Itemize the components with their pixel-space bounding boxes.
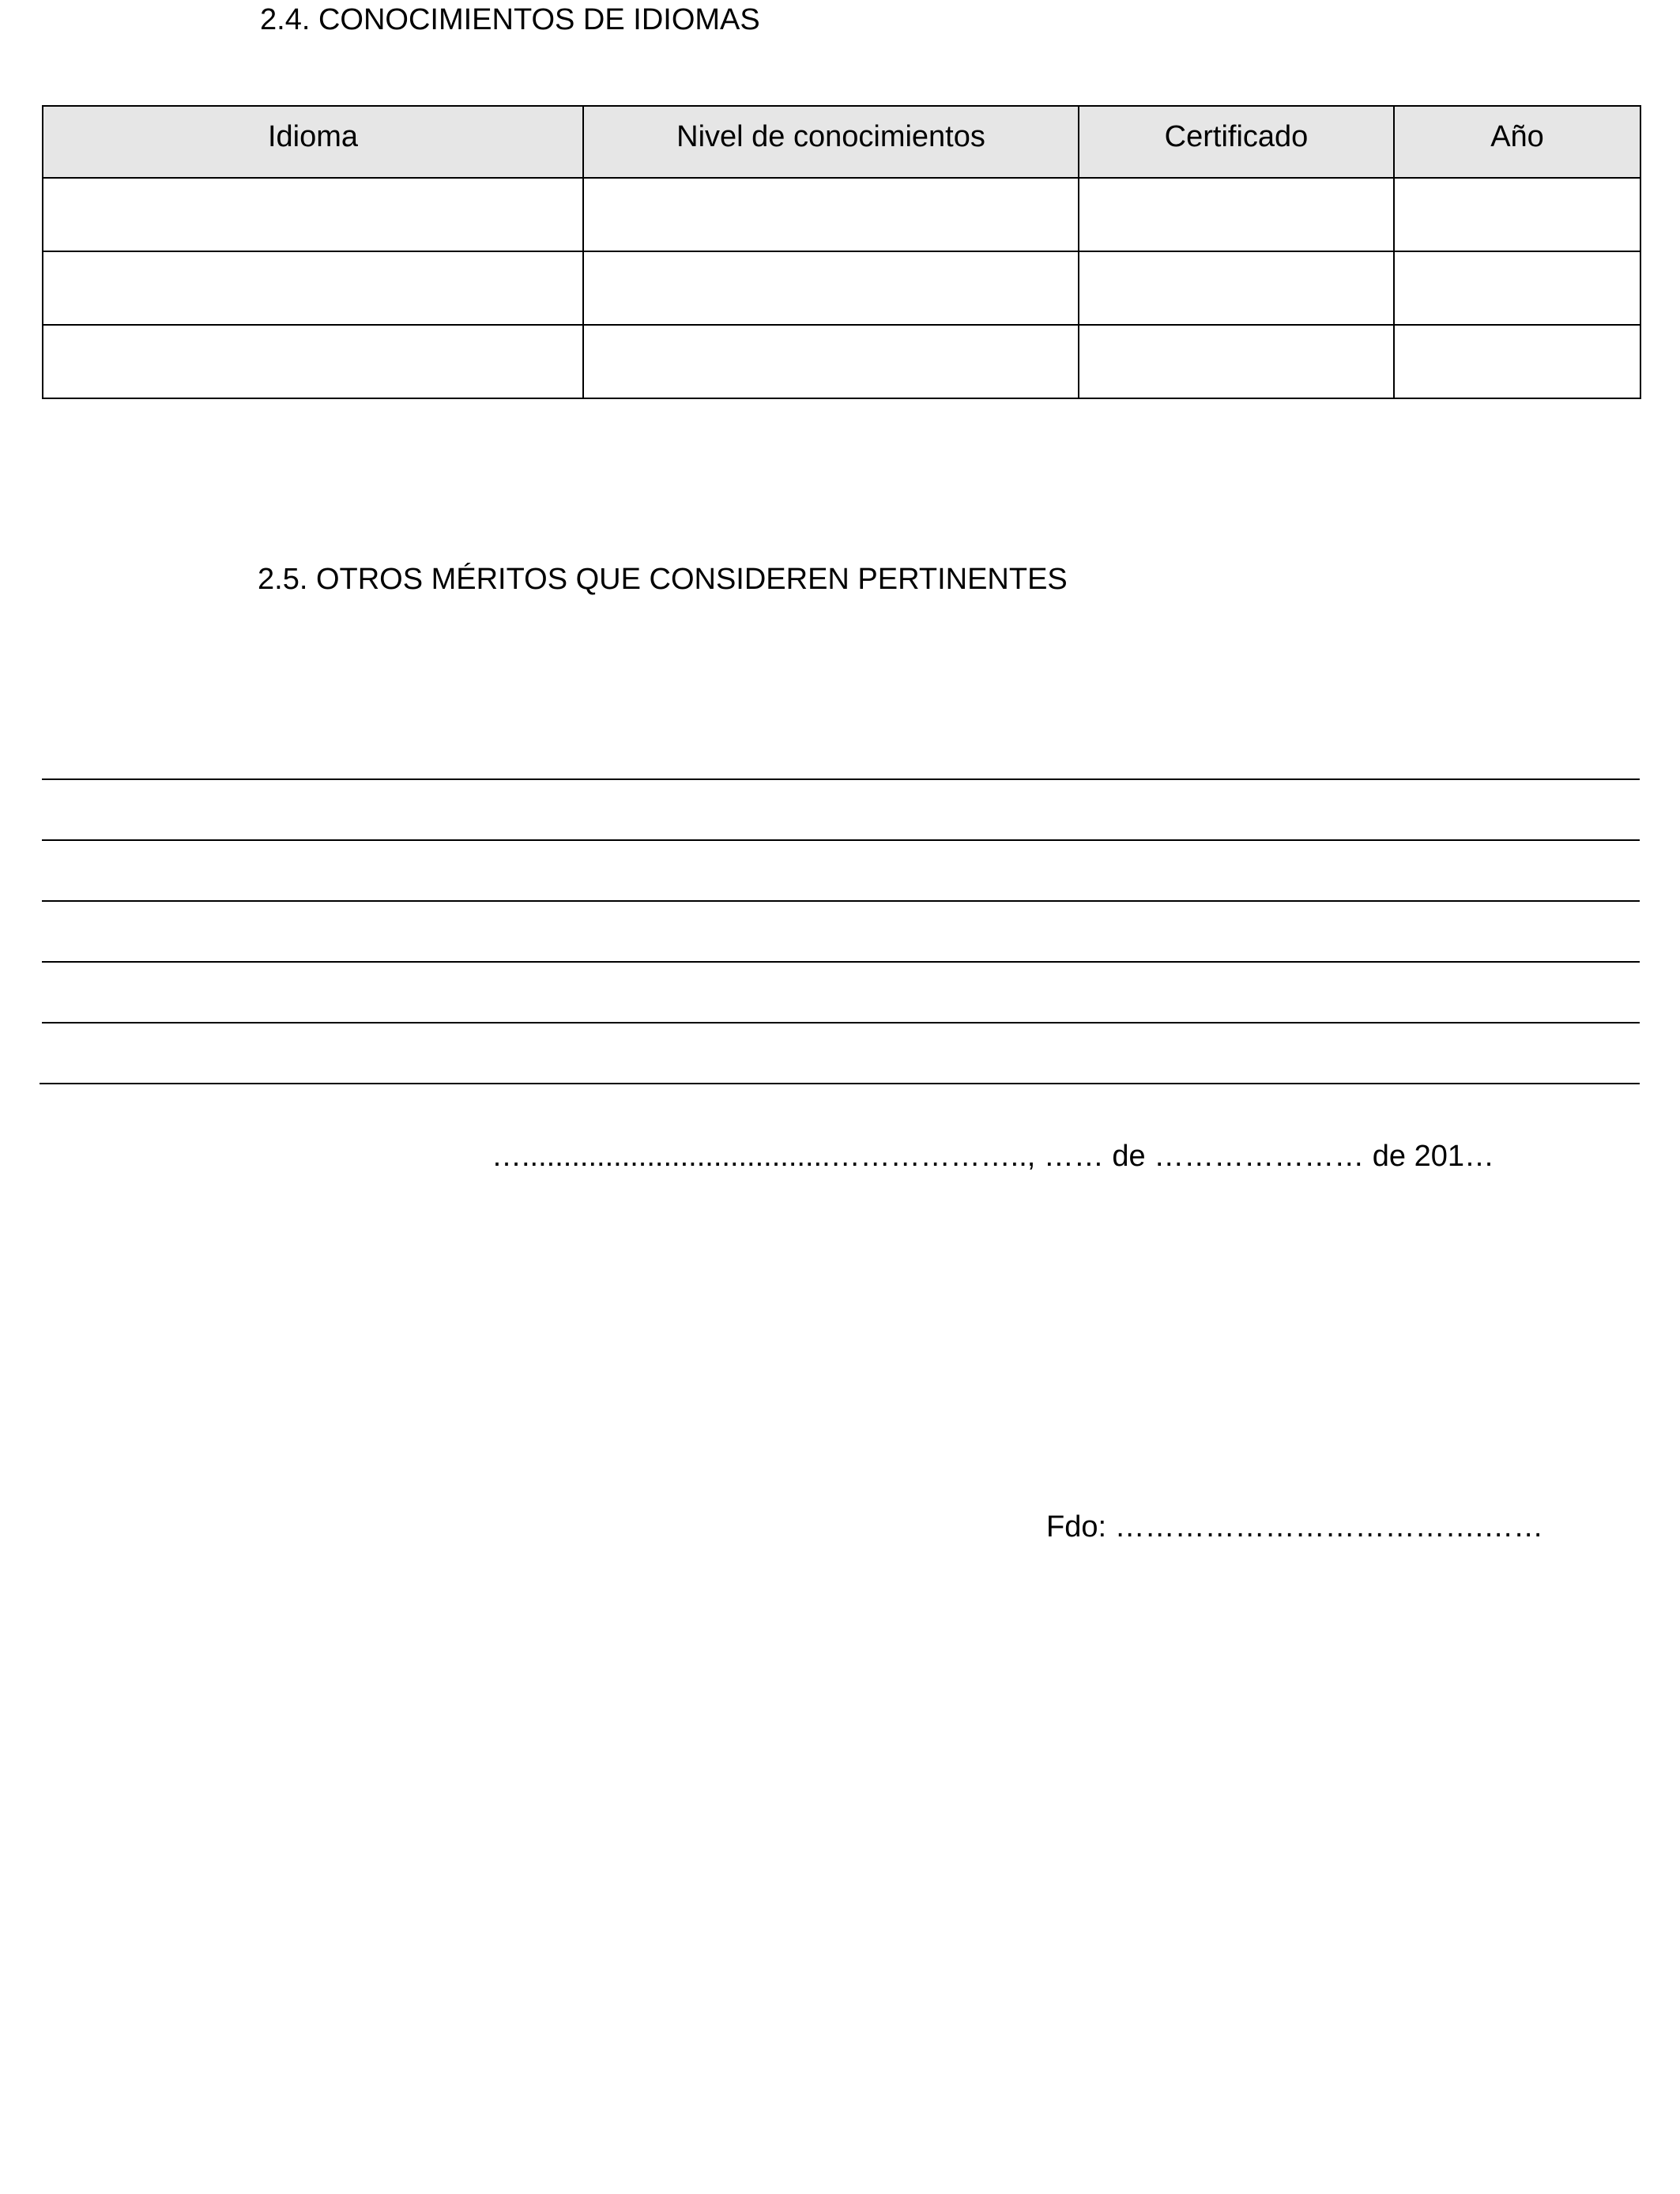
writing-line[interactable] <box>42 900 1640 902</box>
table-cell[interactable] <box>1079 251 1394 325</box>
languages-table <box>42 105 1641 399</box>
writing-line[interactable] <box>42 1022 1640 1023</box>
table-row <box>43 178 1640 251</box>
table-row <box>43 325 1640 398</box>
table-cell[interactable] <box>43 251 583 325</box>
column-header-level: Nivel de conocimientos <box>583 106 1079 178</box>
column-header-certificate: Certificado <box>1079 106 1394 178</box>
writing-line[interactable] <box>42 839 1640 841</box>
column-header-language: Idioma <box>43 106 583 178</box>
place-date-line: ….....................................……………….., …… de ………………… de 201… <box>492 1140 1495 1173</box>
table-cell[interactable] <box>583 251 1079 325</box>
table-cell[interactable] <box>43 178 583 251</box>
table-header-row <box>43 106 1640 178</box>
writing-line[interactable] <box>40 1083 1640 1084</box>
table-cell[interactable] <box>1079 178 1394 251</box>
writing-line[interactable] <box>42 961 1640 963</box>
table-cell[interactable] <box>1079 325 1394 398</box>
table-row <box>43 251 1640 325</box>
section-languages-title: 2.4. CONOCIMIENTOS DE IDIOMAS <box>260 3 760 36</box>
table-cell[interactable] <box>583 178 1079 251</box>
table-cell[interactable] <box>583 325 1079 398</box>
table-cell[interactable] <box>43 325 583 398</box>
signature-line: Fdo: ……………………………….…… <box>1046 1510 1544 1544</box>
table-cell[interactable] <box>1394 178 1640 251</box>
writing-line[interactable] <box>42 778 1640 780</box>
table-cell[interactable] <box>1394 251 1640 325</box>
table-cell[interactable] <box>1394 325 1640 398</box>
column-header-year: Año <box>1394 106 1640 178</box>
section-other-merits-title: 2.5. OTROS MÉRITOS QUE CONSIDEREN PERTINENTES <box>258 563 1068 596</box>
